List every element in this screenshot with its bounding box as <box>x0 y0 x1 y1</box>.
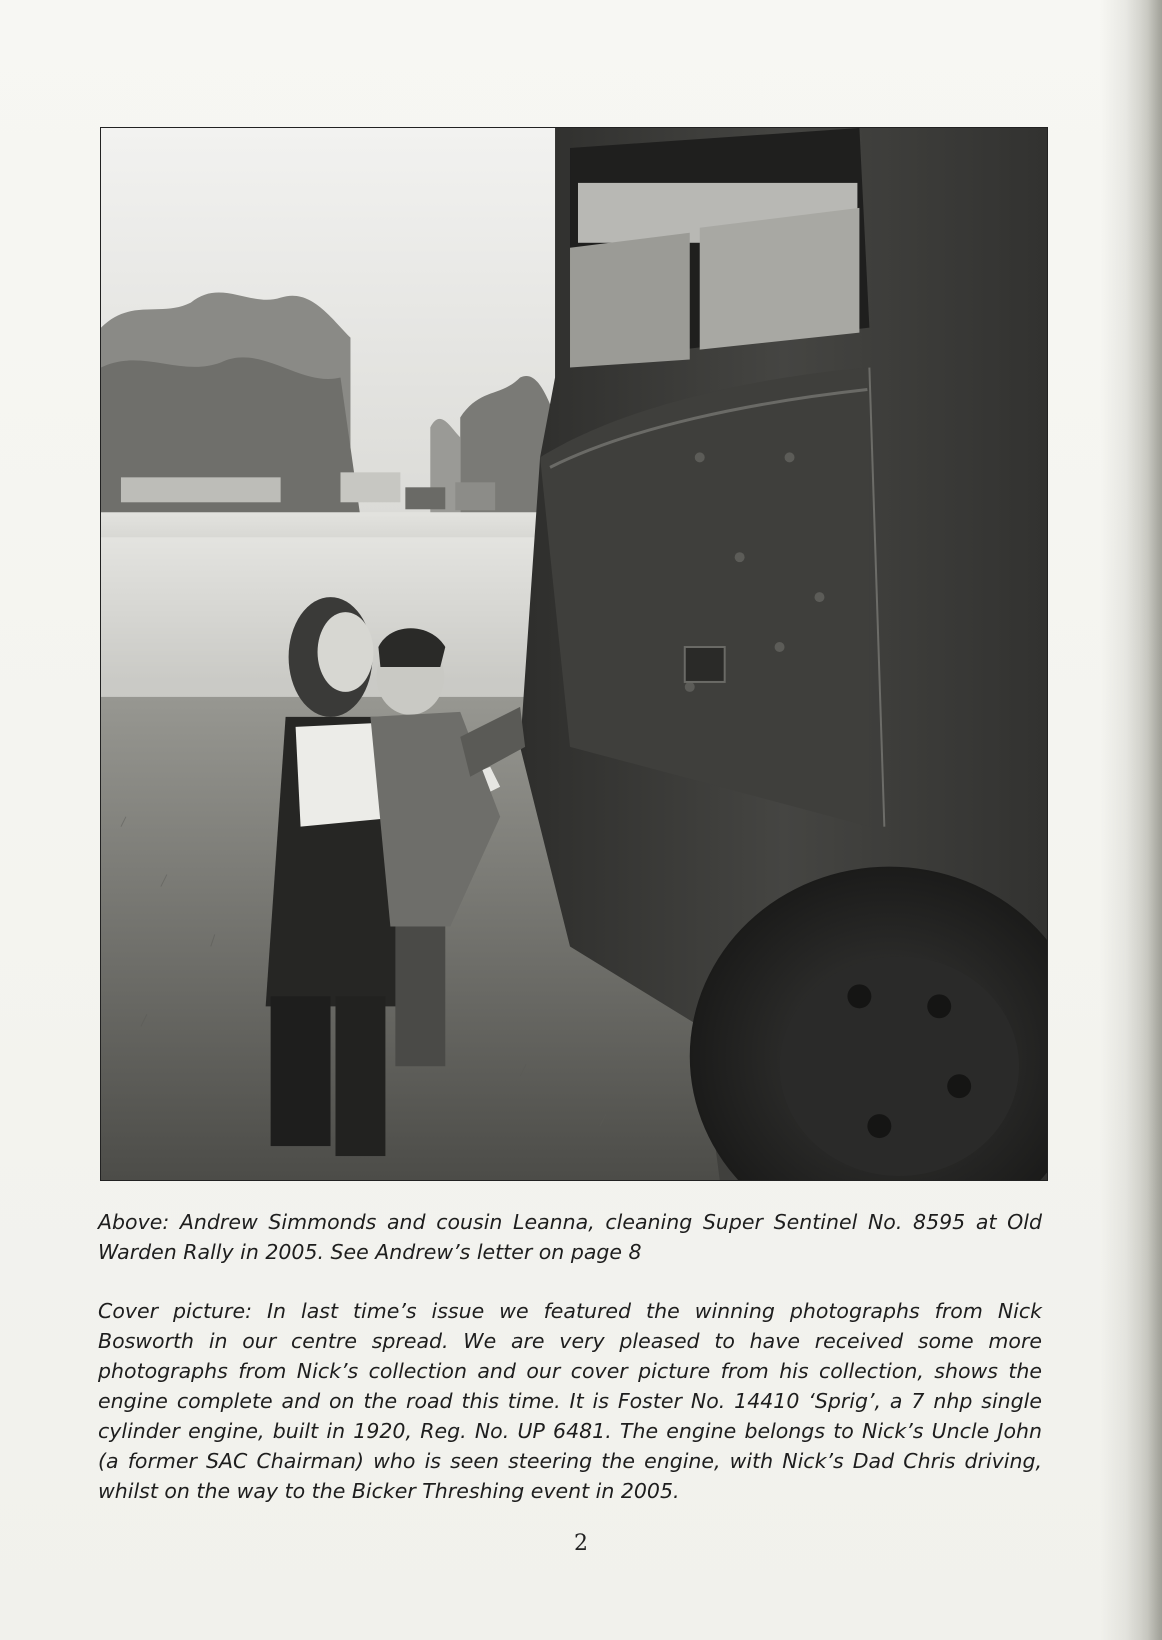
page-number: 2 <box>574 1531 588 1556</box>
cover-picture-caption: Cover picture: In last time’s issue we featured the winning photographs from Nick Bosworth in our centre spread. We are very pleased to have received some more photographs from Nick’s collection and our cover picture from his collection, shows the engine complete and on the road this time. It is Foster No. 14410 ‘Sprig’, a 7 nhp single cylinder engine, built in 1920, Reg. No. UP 6481. The engine belongs to Nick’s Uncle John (a former SAC Chairman) who is seen steering the engine, with Nick’s Dad Chris driving, whilst on the way to the Bicker Threshing event in 2005. <box>98 1299 1042 1503</box>
photo-illustration <box>101 128 1047 1180</box>
binding-shadow <box>1126 0 1162 1640</box>
photo-caption: Above: Andrew Simmonds and cousin Leanna, cleaning Super Sentinel No. 8595 at Old Warden Rally in 2005. See Andrew’s letter on page 8 <box>98 1210 1042 1264</box>
photograph-sentinel-cleaning <box>100 127 1048 1181</box>
